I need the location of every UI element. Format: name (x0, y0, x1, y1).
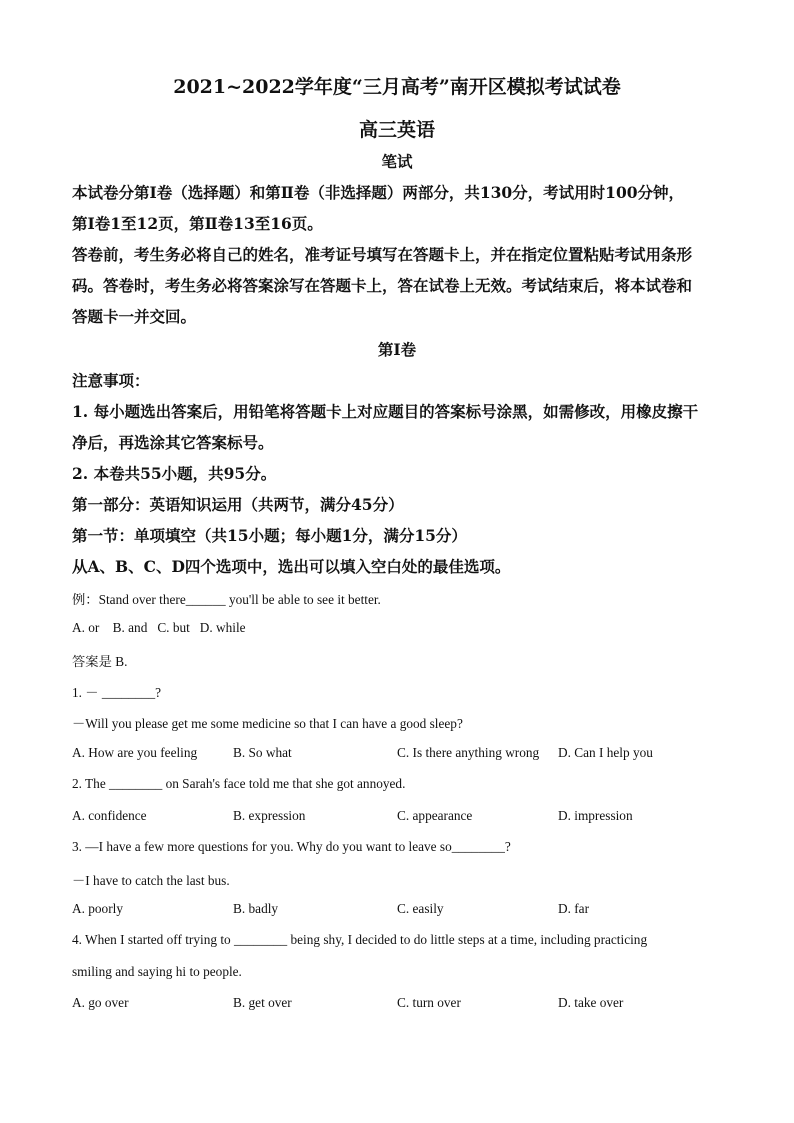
question-stem: 1. － ________? (72, 685, 162, 700)
intro-line: 本试卷分第Ⅰ卷（选择题）和第Ⅱ卷（非选择题）两部分，共130分，考试用时100分钟， (72, 183, 685, 202)
option-c: C. appearance (397, 808, 473, 823)
intro-line: 答卷前，考生务必将自己的姓名，准考证号填写在答题卡上，并在指定位置粘贴考试用条形 (72, 245, 693, 264)
option-a: A. poorly (72, 901, 123, 916)
question-stem: smiling and saying hi to people. (72, 964, 242, 979)
option-a: A. How are you feeling (72, 745, 198, 760)
subject-title: 高三英语 (358, 119, 435, 141)
question-stem: 2. The ________ on Sarah's face told me that she got annoyed. (72, 776, 406, 791)
instruction: 从A、B、C、D四个选项中，选出可以填入空白处的最佳选项。 (72, 557, 511, 576)
option-c: C. easily (397, 901, 444, 916)
option-b: B. expression (233, 808, 306, 823)
question-stem: 4. When I started off trying to ________ being shy, I decided to do little steps at a time, including practicing (72, 932, 648, 947)
example-stem: 例：Stand over there______ you'll be able to see it better. (72, 592, 381, 607)
section-title: 第一部分：英语知识运用（共两节，满分45分） (72, 495, 404, 514)
option-a: A. confidence (72, 808, 147, 823)
section-label: 笔试 (381, 152, 413, 171)
note-item: 2. 本卷共55小题，共95分。 (72, 464, 277, 483)
intro-line: 第Ⅰ卷1至12页，第Ⅱ卷13至16页。 (72, 214, 323, 233)
note-item: 1. 每小题选出答案后，用铅笔将答题卡上对应题目的答案标号涂黑，如需修改，用橡皮擦干 (72, 402, 699, 421)
option-b: B. get over (233, 995, 292, 1010)
question-stem: －Will you please get me some medicine so that I can have a good sleep? (72, 716, 463, 731)
option-d: D. impression (558, 808, 633, 823)
option-c: C. Is there anything wrong (397, 745, 540, 760)
notes-label: 注意事项： (72, 371, 150, 390)
option-d: D. Can I help you (558, 745, 653, 760)
option-d: D. take over (558, 995, 624, 1010)
intro-line: 答题卡一并交回。 (72, 307, 197, 326)
note-item: 净后，再选涂其它答案标号。 (72, 433, 274, 452)
question-stem: 3. —I have a few more questions for you. Why do you want to leave so________? (72, 839, 511, 854)
exam-title: 2021~2022学年度“三月高考”南开区模拟考试试卷 (173, 76, 621, 98)
intro-line: 码。答卷时，考生务必将答案涂写在答题卡上，答在试卷上无效。考试结束后，将本试卷和 (72, 276, 693, 295)
option-b: B. So what (233, 745, 292, 760)
example-answer: 答案是 B. (72, 654, 128, 669)
example-options: A. or B. and C. but D. while (72, 620, 246, 635)
part-heading: 第Ⅰ卷 (377, 340, 417, 359)
option-b: B. badly (233, 901, 279, 916)
question-stem: －I have to catch the last bus. (72, 873, 230, 888)
option-a: A. go over (72, 995, 129, 1010)
subsection-title: 第一节：单项填空（共15小题；每小题1分，满分15分） (72, 526, 467, 545)
option-c: C. turn over (397, 995, 461, 1010)
option-d: D. far (558, 901, 590, 916)
